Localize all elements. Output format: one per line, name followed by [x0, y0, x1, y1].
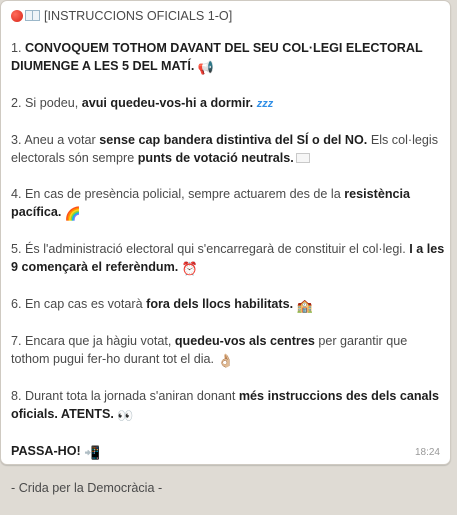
school-icon: 🏫: [296, 298, 313, 313]
instruction-8-bold: més instruccions des dels canals oficials. ATENTS.: [11, 389, 440, 421]
instruction-1-bold: CONVOQUEM TOTHOM DAVANT DEL SEU COL·LEGI ELECTORAL DIUMENGE A LES 5 DEL MATÍ.: [11, 41, 423, 73]
ok-hand-icon: 👌🏼: [217, 353, 234, 368]
instruction-3: 3. Aneu a votar sense cap bandera distintiva del SÍ o del NO. Els col·legis electorals són sempre punts de votació neutrals.: [11, 133, 438, 165]
white-flag-icon: [296, 153, 310, 163]
instruction-3-bold-b: punts de votació neutrals.: [137, 151, 294, 165]
instruction-2: 2. Si podeu, avui quedeu-vos-hi a dormir. zzz: [11, 96, 274, 110]
message-timestamp: 18:24: [414, 447, 440, 458]
message-content: [11, 7, 447, 515]
book-icon: [25, 10, 40, 21]
instruction-7: 7. Encara que ja hàgiu votat, quedeu-vos als centres per garantir que tothom pugui fer-ho durant tot el dia. 👌🏼: [11, 334, 408, 368]
instruction-5-bold: I a les 9 començarà el referèndum.: [11, 242, 445, 274]
signature: - Crida per la Democràcia -: [11, 481, 163, 495]
instruction-6: 6. En cap cas es votarà fora dels llocs habilitats. 🏫: [11, 297, 313, 313]
header-text: [INSTRUCCIONS OFICIALS 1-O]: [44, 9, 233, 23]
instruction-3-bold-a: sense cap bandera distintiva del SÍ o del NO.: [99, 133, 368, 147]
instruction-7-bold: quedeu-vos als centres: [174, 334, 315, 348]
message-header: [11, 7, 447, 25]
mobile-arrow-icon: 📲: [84, 445, 101, 460]
rainbow-icon: 🌈: [64, 206, 82, 221]
instruction-8: 8. Durant tota la jornada s'aniran donant més instruccions des dels canals oficials. ATENTS. 👀: [11, 389, 440, 423]
instruction-5: 5. És l'administració electoral qui s'encarregarà de constituir el col·legi. I a les 9 començarà el referèndum. ⏰: [11, 242, 445, 276]
red-circle-icon: [11, 10, 23, 22]
megaphone-icon: 📢: [197, 60, 215, 75]
passaho-text: PASSA-HO!: [11, 444, 81, 458]
instruction-4: 4. En cas de presència policial, sempre actuarem des de la resistència pacífica. 🌈: [11, 187, 411, 221]
sleeping-zzz-icon: zzz: [256, 98, 274, 110]
instruction-1: 1. CONVOQUEM TOTHOM DAVANT DEL SEU COL·LEGI ELECTORAL DIUMENGE A LES 5 DEL MATÍ. 📢: [11, 41, 423, 75]
passaho-line: [11, 442, 447, 461]
eyes-icon: 👀: [117, 408, 134, 423]
instruction-2-bold: avui quedeu-vos-hi a dormir.: [81, 96, 254, 110]
instruction-4-bold: resistència pacífica.: [11, 187, 411, 219]
alarm-clock-icon: ⏰: [181, 261, 198, 276]
instruction-6-bold: fora dels llocs habilitats.: [146, 297, 294, 311]
